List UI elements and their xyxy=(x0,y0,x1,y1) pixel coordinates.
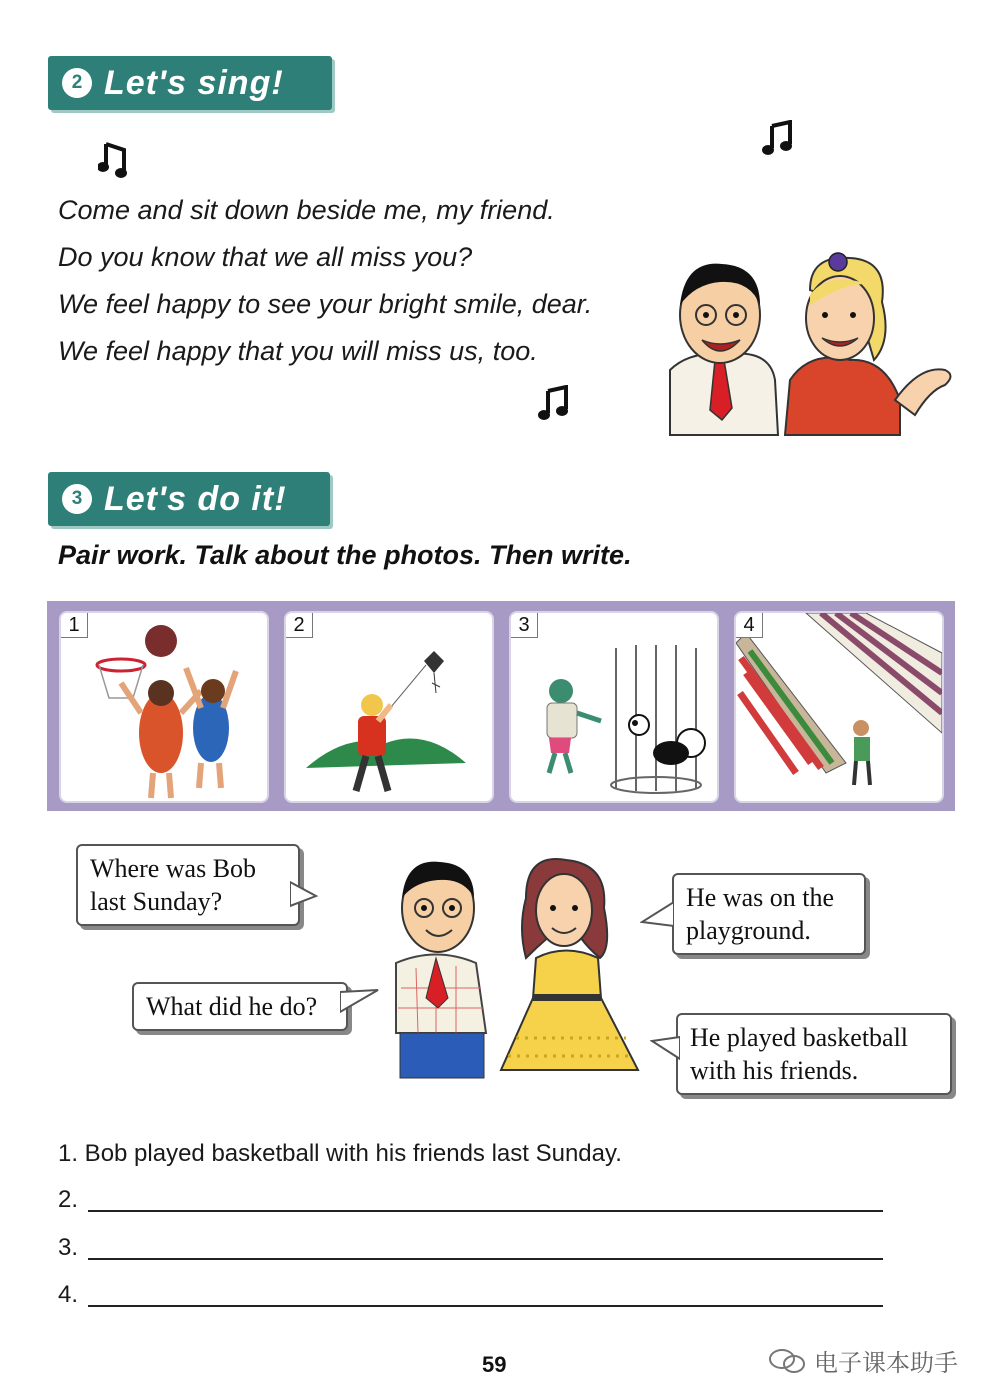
section-banner-sing xyxy=(48,56,332,110)
music-note-icon xyxy=(98,140,134,180)
speech-bubble-answer-1 xyxy=(672,873,866,955)
answer-line-3[interactable] xyxy=(88,1258,883,1260)
section-banner-do-it xyxy=(48,472,330,526)
song-line: We feel happy that you will miss us, too. xyxy=(58,336,538,366)
bubble-text: He played basketball with his friends. xyxy=(690,1023,909,1085)
page-number: 59 xyxy=(482,1352,507,1377)
answer-line-4[interactable] xyxy=(88,1305,883,1307)
bubble-tail-icon xyxy=(650,1035,680,1065)
song-line: We feel happy to see your bright smile, dear. xyxy=(58,289,593,319)
wechat-icon xyxy=(768,1348,806,1374)
bubble-tail-icon xyxy=(290,880,320,910)
song-line: Come and sit down beside me, my friend. xyxy=(58,195,555,225)
bubble-text: He was on the playground. xyxy=(686,883,835,945)
photo-number: 1 xyxy=(61,613,88,638)
photo-number: 4 xyxy=(736,613,763,638)
section-title: Let's do it! xyxy=(104,479,287,518)
song-line: Do you know that we all miss you? xyxy=(58,242,473,272)
photo-number: 3 xyxy=(511,613,538,638)
bubble-tail-icon xyxy=(340,988,380,1018)
section-title: Let's sing! xyxy=(104,63,284,102)
exercise-item-2: 2. xyxy=(58,1186,79,1213)
music-note-icon xyxy=(760,120,796,160)
section-number: 2 xyxy=(62,68,92,98)
instruction-text: Pair work. Talk about the photos. Then write. xyxy=(58,540,632,570)
singing-children-illustration xyxy=(660,250,960,440)
watermark-text: 电子课本助手 xyxy=(814,1350,958,1377)
photo-supermarket xyxy=(734,611,944,803)
exercise-item-4: 4. xyxy=(58,1281,79,1308)
watermark xyxy=(768,1343,958,1378)
photo-zoo xyxy=(509,611,719,803)
section-number: 3 xyxy=(62,484,92,514)
bob-and-girl-illustration xyxy=(376,858,652,1080)
photo-kite xyxy=(284,611,494,803)
bubble-text: Where was Bob last Sunday? xyxy=(90,854,257,916)
answer-line-2[interactable] xyxy=(88,1210,883,1212)
music-note-icon xyxy=(536,385,572,425)
song-lyrics xyxy=(58,192,592,380)
photo-number: 2 xyxy=(286,613,313,638)
photo-basketball xyxy=(59,611,269,803)
exercise-item-1: 1. Bob played basketball with his friends last Sunday. xyxy=(58,1140,622,1167)
exercise-item-3: 3. xyxy=(58,1234,79,1261)
bubble-text: What did he do? xyxy=(146,992,318,1021)
speech-bubble-answer-2 xyxy=(676,1013,952,1095)
speech-bubble-question-1 xyxy=(76,844,300,926)
photo-strip xyxy=(47,601,955,811)
speech-bubble-question-2 xyxy=(132,982,348,1031)
